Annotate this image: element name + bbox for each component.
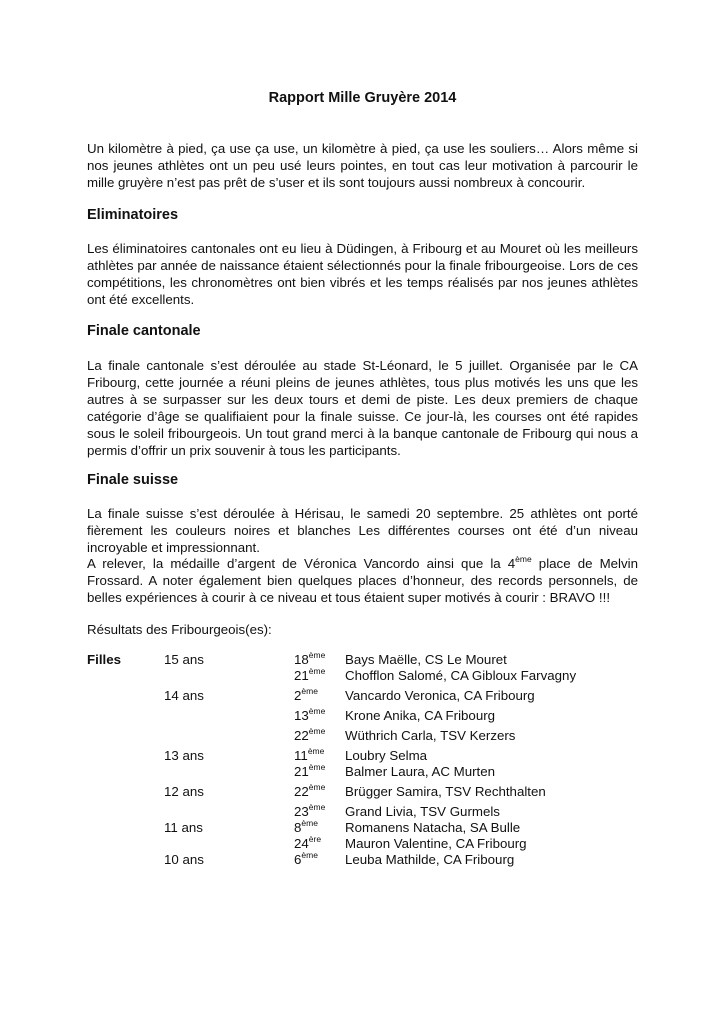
page-title: Rapport Mille Gruyère 2014 bbox=[268, 90, 457, 106]
section-heading-eliminatoires: Eliminatoires bbox=[87, 207, 179, 223]
result-rank: 6ème bbox=[294, 850, 318, 867]
result-age: 10 ans bbox=[164, 852, 204, 867]
result-rank: 23ème bbox=[294, 802, 326, 819]
result-rank: 13ème bbox=[294, 706, 326, 723]
rank-suffix: ème bbox=[301, 850, 318, 860]
rank-suffix: ème bbox=[307, 746, 325, 756]
result-age: 12 ans bbox=[164, 784, 204, 799]
result-name: Grand Livia, TSV Gurmels bbox=[345, 804, 500, 819]
result-name: Romanens Natacha, SA Bulle bbox=[345, 820, 521, 835]
result-rank: 8ème bbox=[294, 818, 318, 835]
result-rank: 21ème bbox=[294, 762, 326, 779]
result-name: Vancardo Veronica, CA Fribourg bbox=[345, 688, 535, 703]
result-age: 13 ans bbox=[164, 748, 204, 763]
result-name: Balmer Laura, AC Murten bbox=[345, 764, 496, 779]
intro-paragraph: Un kilomètre à pied, ça use ça use, un kilomètre à pied, ça use les souliers… Alors même si nos jeunes athlètes ont un peu usé leurs pointes, en tout cas leur motivation à parcourir le mille gruyère n’est pas prêt de s’user et ils sont toujours aussi nombreux à concourir. bbox=[87, 141, 638, 190]
result-rank: 2ème bbox=[294, 686, 318, 703]
rank-suffix: ème bbox=[308, 650, 326, 660]
result-name: Bays Maëlle, CS Le Mouret bbox=[345, 652, 507, 667]
result-rank: 22ème bbox=[294, 782, 326, 799]
rank-suffix: ème bbox=[308, 762, 326, 772]
rank-suffix: ème bbox=[308, 706, 326, 716]
rank-suffix: ème bbox=[308, 726, 326, 736]
result-name: Chofflon Salomé, CA Gibloux Farvagny bbox=[345, 668, 577, 683]
eliminatoires-paragraph: Les éliminatoires cantonales ont eu lieu à Düdingen, à Fribourg et au Mouret où les meilleurs athlètes par année de naissance étaient sélectionnés pour la finale fribourgeoise. Lors de ces compétitions, les chronomètres ont bien vibrés et les temps réalisés par nos jeunes athlètes ont été excellents. bbox=[87, 241, 638, 307]
rank-suffix: ème bbox=[301, 818, 318, 828]
results-category: Filles bbox=[87, 652, 121, 667]
results-label: Résultats des Fribourgeois(es): bbox=[87, 622, 272, 637]
finale-suisse-paragraph-1: La finale suisse s’est déroulée à Hérisau, le samedi 20 septembre. 25 athlètes ont porté fièrement les couleurs noires et blanches Les différentes courses ont été d’un niveau incroyable et impressionnant. bbox=[87, 506, 638, 555]
result-name: Brügger Samira, TSV Rechthalten bbox=[345, 784, 546, 799]
result-name: Loubry Selma bbox=[345, 748, 428, 763]
result-age: 15 ans bbox=[164, 652, 204, 667]
result-name: Wüthrich Carla, TSV Kerzers bbox=[345, 728, 516, 743]
rank-suffix: ème bbox=[308, 802, 326, 812]
result-rank: 21ème bbox=[294, 666, 326, 683]
rank-suffix: ème bbox=[308, 666, 326, 676]
finale-cantonale-paragraph: La finale cantonale s’est déroulée au stade St-Léonard, le 5 juillet. Organisée par le CA Fribourg, cette journée a réuni pleins de jeunes athlètes, tous plus motivés les uns que les autres à se surpasser sur les deux tours et demi de piste. Les deux premiers de chaque catégorie d’âge se qualifiaient pour la finale suisse. Ce jour-là, les courses ont été rapides sous le soleil fribourgeois. Un tout grand merci à la banque cantonale de Fribourg qui nous a permis d’offrir un prix souvenir à tous les participants. bbox=[87, 358, 638, 458]
rank-suffix: ère bbox=[308, 834, 322, 844]
result-name: Krone Anika, CA Fribourg bbox=[345, 708, 496, 723]
result-name: Leuba Mathilde, CA Fribourg bbox=[345, 852, 515, 867]
result-rank: 18ème bbox=[294, 650, 326, 667]
rank-suffix: ème bbox=[308, 782, 326, 792]
result-rank: 11ème bbox=[294, 746, 325, 763]
section-heading-finale-suisse: Finale suisse bbox=[87, 472, 179, 488]
result-rank: 24ère bbox=[294, 834, 322, 851]
finale-suisse-paragraph-2: A relever, la médaille d’argent de Véronica Vancordo ainsi que la 4ème place de Melvin Frossard. A noter également bien quelques places d’honneur, des records personnels, de belles expériences à courir à ce niveau et tous étaient super motivés à courir : BRAVO !!! bbox=[87, 554, 638, 605]
rank-suffix: ème bbox=[301, 686, 318, 696]
result-name: Mauron Valentine, CA Fribourg bbox=[345, 836, 527, 851]
result-rank: 22ème bbox=[294, 726, 326, 743]
result-age: 11 ans bbox=[164, 820, 203, 835]
result-age: 14 ans bbox=[164, 688, 204, 703]
section-heading-finale-cantonale: Finale cantonale bbox=[87, 323, 201, 339]
ordinal-suffix: ème bbox=[515, 554, 532, 564]
